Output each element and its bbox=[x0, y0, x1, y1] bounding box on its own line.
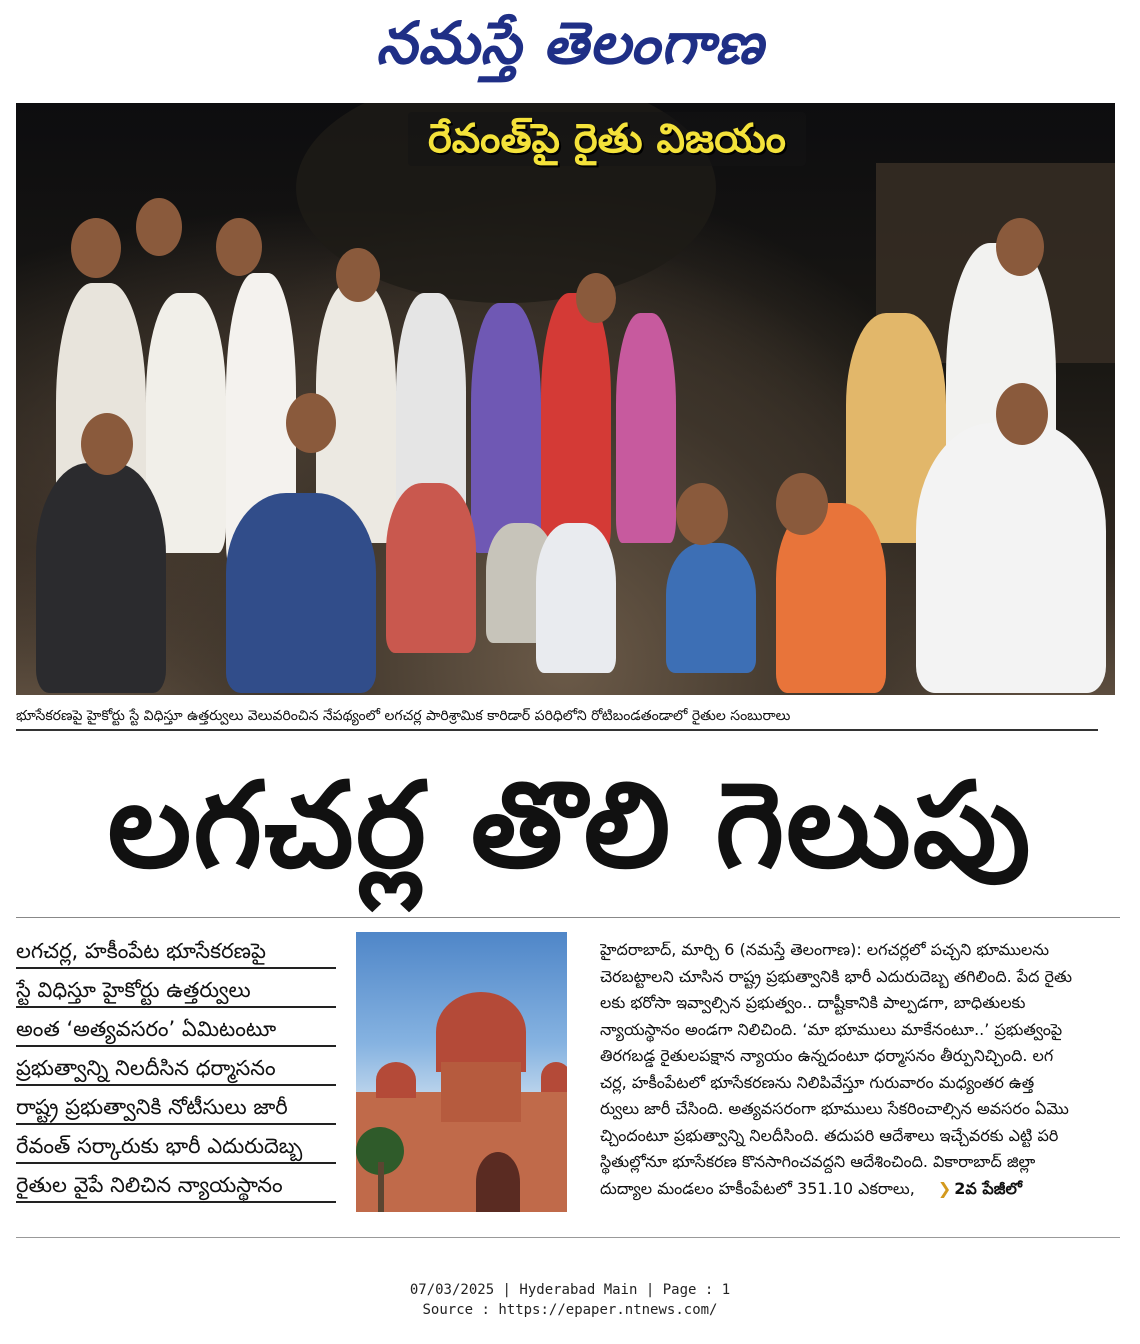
article-last-line bbox=[600, 1176, 1128, 1203]
photo-person bbox=[616, 313, 676, 543]
bottom-divider bbox=[16, 1237, 1120, 1238]
photo-face bbox=[996, 218, 1044, 276]
article-line: న్యాయస్థానం అండగా నిలిచింది. ‘మా భూములు మాకేనంటూ..’ ప్రభుత్వంపై bbox=[600, 1019, 1063, 1039]
footer-date-line: 07/03/2025 | Hyderabad Main | Page : 1 bbox=[409, 1282, 731, 1298]
article-body bbox=[600, 937, 1128, 1202]
article-line: ర్వులు జారీ చేసింది. అత్యవసరంగా భూములు సేకరించాల్సిన అవసరం ఏమొ bbox=[600, 1099, 1069, 1118]
photo-face bbox=[676, 483, 728, 545]
footer-source-line[interactable]: Source : https://epaper.ntnews.com/ bbox=[422, 1302, 718, 1318]
main-headline: లగచర్ల తొలి గెలుపు bbox=[107, 756, 1033, 894]
celebration-photo bbox=[16, 103, 1115, 695]
article-line: చెరబట్టాలని చూసిన రాష్ట్ర ప్రభుత్వానికి భారీ ఎదురుదెబ్బ తగిలింది. పేద రైతు bbox=[600, 966, 1073, 986]
article-line: తిరగబడ్డ రైతులపక్షాన న్యాయం ఉన్నదంటూ ధర్మాసనం తీర్పునిచ్చింది. లగ bbox=[600, 1046, 1054, 1065]
highlight-item: అంత ‘అత్యవసరం’ ఏమిటంటూ bbox=[16, 1014, 336, 1047]
article-line: చ్చిందంటూ ప్రభుత్వాన్ని నిలదీసింది. తదుపరి ఆదేశాలు ఇచ్చేవరకు ఎట్టి పరి bbox=[600, 1125, 1059, 1145]
article-line: చర్ల, హకీంపేటలో భూసేకరణను నిలిపివేస్తూ గురువారం మధ్యంతర ఉత్త bbox=[600, 1072, 1035, 1092]
highlight-item: ప్రభుత్వాన్ని నిలదీసిన ధర్మాసనం bbox=[16, 1053, 336, 1086]
court-main-dome bbox=[436, 992, 526, 1072]
article-line: దుద్యాల మండలం హకీంపేటలో 351.10 ఎకరాలు, bbox=[600, 1178, 915, 1198]
highlight-item: రైతుల వైపే నిలిచిన న్యాయస్థానం bbox=[16, 1170, 336, 1203]
court-side-dome bbox=[541, 1062, 567, 1092]
photo-caption: భూసేకరణపై హైకోర్టు స్టే విధిస్తూ ఉత్తర్వులు వెలువరించిన నేపథ్యంలో లగచర్ల పారిశ్రామిక కారిడార్‌ పరిధిలోని రోటిబండతండాలో రైతుల సంబురాలు bbox=[16, 703, 1098, 731]
photo-overlay-title: రేవంత్‌పై రైతు విజయం bbox=[408, 112, 806, 166]
photo-face bbox=[996, 383, 1048, 445]
article-line: స్థితుల్లోనూ భూసేకరణ కొనసాగించవద్దని ఆదేశించింది. వికారాబాద్‌ జిల్లా bbox=[600, 1152, 1036, 1171]
page-footer bbox=[0, 1280, 1140, 1320]
high-court-photo bbox=[356, 932, 567, 1212]
photo-face bbox=[81, 413, 133, 475]
article-line: హైదరాబాద్‌, మార్చి 6 (నమస్తే తెలంగాణ): లగచర్లలో పచ్చని భూములను bbox=[600, 940, 1050, 959]
continued-on-page-link[interactable]: ❯ 2వ పేజీలో bbox=[938, 1179, 1022, 1198]
photo-person bbox=[536, 523, 616, 673]
highlight-item: రాష్ట్ర ప్రభుత్వానికి నోటీసులు జారీ bbox=[16, 1092, 336, 1125]
photo-face bbox=[216, 218, 262, 276]
photo-face bbox=[71, 218, 121, 278]
photo-face bbox=[136, 198, 182, 256]
highlights-list bbox=[16, 936, 336, 1209]
photo-face bbox=[336, 248, 380, 302]
article-line: లకు భరోసా ఇవ్వాల్సిన ప్రభుత్వం.. దాష్టీకానికి పాల్పడగా, బాధితులకు bbox=[600, 993, 1026, 1012]
photo-person bbox=[226, 493, 376, 693]
court-tower bbox=[441, 1062, 521, 1122]
highlight-item: స్టే విధిస్తూ హైకోర్టు ఉత్తర్వులు bbox=[16, 975, 336, 1008]
newspaper-masthead: నమస్తే తెలంగాణ bbox=[376, 9, 764, 77]
photo-person bbox=[386, 483, 476, 653]
photo-person bbox=[541, 293, 611, 553]
highlight-item: రేవంత్‌ సర్కారుకు భారీ ఎదురుదెబ్బ bbox=[16, 1131, 336, 1164]
section-divider bbox=[16, 917, 1120, 918]
photo-face bbox=[776, 473, 828, 535]
photo-face bbox=[286, 393, 336, 453]
photo-person bbox=[471, 303, 541, 553]
court-side-dome bbox=[376, 1062, 416, 1098]
court-palm-trunk bbox=[378, 1162, 384, 1212]
highlight-item: లగచర్ల, హకీంపేట భూసేకరణపై bbox=[16, 936, 336, 969]
photo-person bbox=[36, 463, 166, 693]
photo-person bbox=[916, 423, 1106, 693]
photo-face bbox=[576, 273, 616, 323]
court-archway bbox=[476, 1152, 520, 1212]
photo-person bbox=[666, 543, 756, 673]
